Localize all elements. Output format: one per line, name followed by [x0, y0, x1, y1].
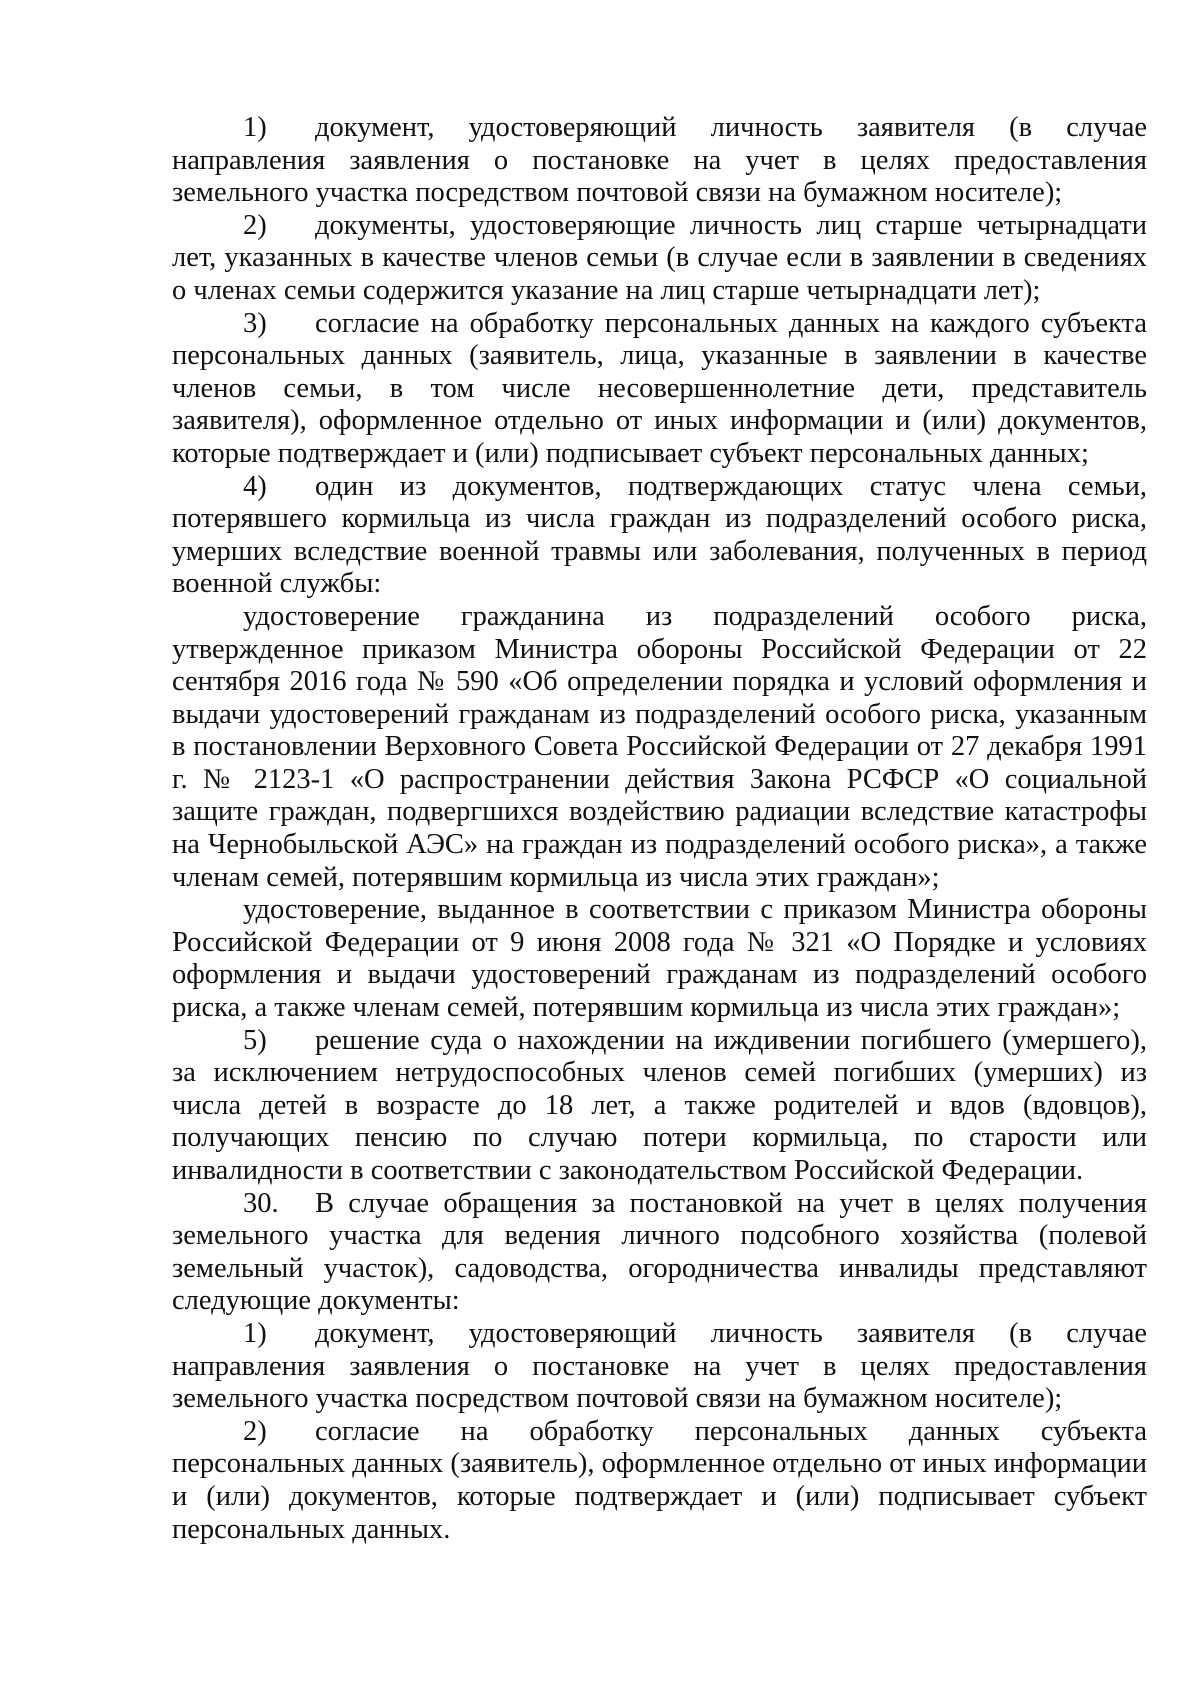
paragraph-item-2 [172, 210, 1147, 308]
paragraph-section-30 [172, 1188, 1147, 1318]
paragraph-certificate-2016 [172, 601, 1147, 894]
paragraph-text: удостоверение гражданина из подразделений особого риска, утвержденное приказом Министра обороны Российской Федерации от 22 сентября 2016 года № 590 «Об определении порядка и условий оформления и выдачи удостоверений гражданам из подразделений особого риска, указанным в постановлении Верховного Совета Российской Федерации от 27 декабря 1991 г. № 2123-1 «О распространении действия Закона РСФСР «О социальной защите граждан, подвергшихся воздействию радиации вследствие катастрофы на Чернобыльской АЭС» на граждан из подразделений особого риска», а также членам семей, потерявшим кормильца из числа этих граждан»; [172, 600, 1147, 893]
paragraph-item-2-disabled [172, 1416, 1147, 1546]
paragraph-item-4 [172, 471, 1147, 601]
item-number: 2) [243, 1415, 267, 1447]
section-number: 30. [243, 1187, 279, 1219]
paragraph-item-3 [172, 308, 1147, 471]
paragraph-text: документ, удостоверяющий личность заявителя (в случае направления заявления о постановке на учет в целях предоставления земельного участка посредством почтовой связи на бумажном носителе); [172, 1317, 1147, 1415]
paragraph-text: документ, удостоверяющий личность заявителя (в случае направления заявления о постановке на учет в целях предоставления земельного участка посредством почтовой связи на бумажном носителе); [172, 112, 1147, 209]
item-number: 1) [243, 112, 267, 143]
item-number: 2) [243, 209, 267, 241]
paragraph-certificate-2008 [172, 894, 1147, 1024]
paragraph-text: документы, удостоверяющие личность лиц старше четырнадцати лет, указанных в качестве членов семьи (в случае если в заявлении в сведениях о членах семьи содержится указание на лиц старше четырнадцати лет); [172, 209, 1147, 306]
paragraph-text: согласие на обработку персональных данных на каждого субъекта персональных данных (заявитель, лица, указанные в заявлении в качестве членов семьи, в том числе несовершеннолетние дети, представитель заявителя), оформленное отдельно от иных информации и (или) документов, которые подтверждает и (или) подписывает субъект персональных данных; [172, 307, 1147, 469]
document-page [172, 112, 1147, 1546]
paragraph-text: один из документов, подтверждающих статус члена семьи, потерявшего кормильца из числа граждан из подразделений особого риска, умерших вследствие военной травмы или заболевания, полученных в период военной службы: [172, 470, 1147, 600]
paragraph-text: решение суда о нахождении на иждивении погибшего (умершего), за исключением нетрудоспособных членов семей погибших (умерших) из числа детей в возрасте до 18 лет, а также родителей и вдов (вдовцов), получающих пенсию по случаю потери кормильца, по старости или инвалидности в соответствии с законодательством Российской Федерации. [172, 1024, 1147, 1186]
item-number: 5) [243, 1024, 267, 1056]
paragraph-text: согласие на обработку персональных данных субъекта персональных данных (заявитель), оформленное отдельно от иных информации и (или) документов, которые подтверждает и (или) подписывает субъект персональных данных. [172, 1415, 1147, 1545]
paragraph-item-1 [172, 112, 1147, 210]
paragraph-item-1-disabled [172, 1318, 1147, 1416]
paragraph-text: удостоверение, выданное в соответствии с приказом Министра обороны Российской Федерации от 9 июня 2008 года № 321 «О Порядке и условиях оформления и выдачи удостоверений гражданам из подразделений особого риска, а также членам семей, потерявшим кормильца из числа этих граждан»; [172, 894, 1147, 1024]
item-number: 4) [243, 470, 267, 502]
item-number: 3) [243, 307, 267, 339]
paragraph-item-5 [172, 1025, 1147, 1188]
paragraph-text: В случае обращения за постановкой на учет в целях получения земельного участка для ведения личного подсобного хозяйства (полевой земельный участок), садоводства, огородничества инвалиды представляют следующие документы: [172, 1187, 1147, 1317]
item-number: 1) [243, 1317, 267, 1349]
